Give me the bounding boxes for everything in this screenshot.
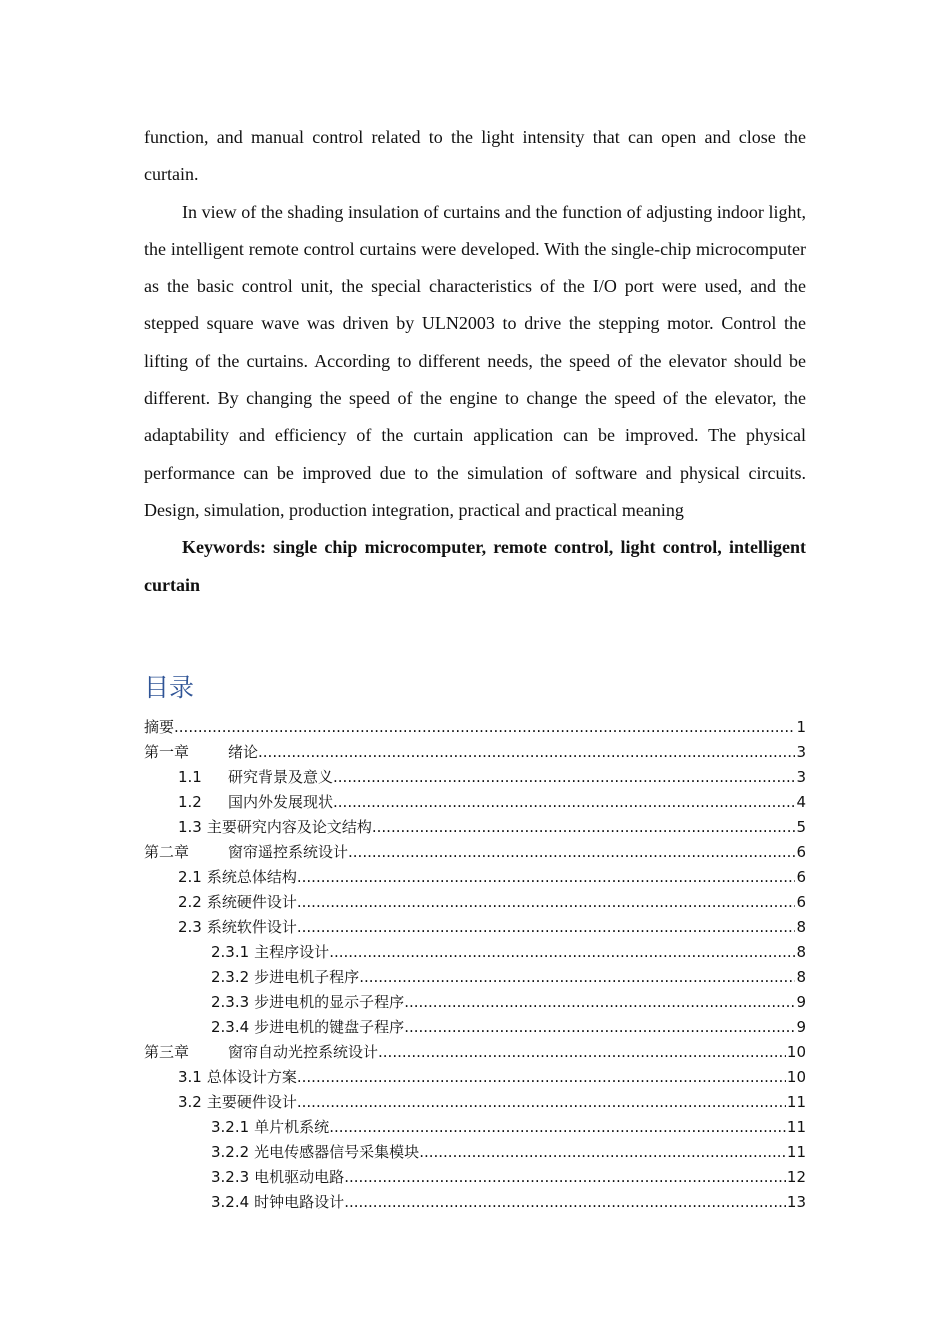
toc-entry-number: 2.2	[178, 893, 202, 911]
toc-leader-dots	[297, 1065, 786, 1090]
toc-entry-number: 3.2	[178, 1093, 202, 1111]
toc-entry-page: 9	[796, 1018, 806, 1036]
toc-leader-dots	[333, 790, 795, 815]
toc-entry-page: 9	[796, 993, 806, 1011]
toc-entry-title: 主要研究内容及论文结构	[206, 818, 372, 836]
toc-entry-title: 系统软件设计	[206, 918, 297, 936]
toc-entry-title: 系统总体结构	[206, 868, 297, 886]
abstract-paragraph: In view of the shading insulation of curtains and the function of adjusting indoor light, the intelligent remote control curtains were developed. With the single-chip microcomputer as the basic control unit, the special characteristics of the I/O port were used, and the stepped square wave was driven by ULN2003 to drive the stepping motor. Control the lifting of the curtains. According to different needs, the speed of the elevator should be different. By changing the speed of the engine to change the speed of the elevator, the adaptability and efficiency of the curtain application can be improved. The physical performance can be improved due to the simulation of software and physical circuits. Design, simulation, production integration, practical and practical meaning	[144, 201, 806, 520]
toc-entry-page: 11	[786, 1143, 806, 1161]
toc-entry-page: 11	[786, 1093, 806, 1111]
toc-entry-page: 10	[786, 1043, 806, 1061]
toc-entry-title: 总体设计方案	[206, 1068, 297, 1086]
toc-entry-page: 8	[796, 918, 806, 936]
toc-entry-page: 8	[796, 943, 806, 961]
toc-entry[interactable]	[144, 840, 806, 865]
toc-entry-page: 13	[786, 1193, 806, 1211]
toc-entry-page: 11	[786, 1118, 806, 1136]
toc-entry-page: 3	[796, 768, 806, 786]
toc-entry-number: 2.3.4	[211, 1018, 250, 1036]
toc-leader-dots	[174, 715, 795, 740]
toc-entry[interactable]	[144, 765, 806, 790]
toc-leader-dots	[297, 865, 796, 890]
toc-entry-title: 摘要	[144, 718, 175, 736]
toc-entry[interactable]	[144, 1140, 806, 1165]
toc-entry[interactable]	[144, 915, 806, 940]
toc-entry[interactable]	[144, 1090, 806, 1115]
toc-entry[interactable]	[144, 965, 806, 990]
toc-entry[interactable]	[144, 1190, 806, 1215]
toc-entry[interactable]	[144, 815, 806, 840]
table-of-contents	[144, 715, 806, 1215]
toc-entry-page: 6	[796, 868, 806, 886]
toc-entry-title: 研究背景及意义	[228, 768, 334, 786]
toc-entry-number: 第一章	[144, 743, 190, 761]
toc-leader-dots	[329, 940, 795, 965]
toc-entry[interactable]	[144, 865, 806, 890]
toc-entry-title: 国内外发展现状	[228, 793, 334, 811]
toc-entry[interactable]	[144, 1015, 806, 1040]
toc-entry-number: 第二章	[144, 843, 190, 861]
toc-entry-title: 步进电机的键盘子程序	[254, 1018, 405, 1036]
toc-entry-number: 2.3.1	[211, 943, 250, 961]
toc-entry-number: 3.2.1	[211, 1118, 250, 1136]
toc-entry[interactable]	[144, 740, 806, 765]
toc-entry-title: 时钟电路设计	[254, 1193, 345, 1211]
toc-leader-dots	[297, 1090, 786, 1115]
toc-leader-dots	[404, 990, 795, 1015]
keywords-line: Keywords: single chip microcomputer, remote control, light control, intelligent curtain	[144, 537, 806, 595]
toc-entry-number: 3.2.3	[211, 1168, 250, 1186]
toc-leader-dots	[344, 1190, 786, 1215]
toc-entry-page: 5	[796, 818, 806, 836]
toc-entry-title: 窗帘自动光控系统设计	[228, 1043, 379, 1061]
toc-entry[interactable]	[144, 1115, 806, 1140]
toc-entry-number: 2.1	[178, 868, 202, 886]
toc-leader-dots	[344, 1165, 786, 1190]
toc-entry-page: 6	[796, 843, 806, 861]
toc-entry-number: 1.2	[178, 793, 202, 811]
toc-entry-number: 1.1	[178, 768, 202, 786]
toc-entry[interactable]	[144, 940, 806, 965]
toc-entry-page: 12	[786, 1168, 806, 1186]
toc-leader-dots	[378, 1040, 786, 1065]
toc-entry-number: 2.3.2	[211, 968, 250, 986]
toc-entry-number: 3.2.4	[211, 1193, 250, 1211]
toc-entry-page: 1	[796, 718, 806, 736]
toc-leader-dots	[359, 965, 795, 990]
toc-entry[interactable]	[144, 790, 806, 815]
toc-entry[interactable]	[144, 715, 806, 740]
toc-leader-dots	[348, 840, 795, 865]
toc-entry-title: 绪论	[228, 743, 259, 761]
toc-entry-number: 2.3	[178, 918, 202, 936]
toc-leader-dots	[297, 915, 796, 940]
toc-entry[interactable]	[144, 1065, 806, 1090]
toc-entry-page: 8	[796, 968, 806, 986]
abstract-body	[144, 119, 806, 604]
toc-entry-number: 1.3	[178, 818, 202, 836]
toc-entry-number: 3.1	[178, 1068, 202, 1086]
toc-entry-title: 单片机系统	[254, 1118, 330, 1136]
toc-entry-title: 窗帘遥控系统设计	[228, 843, 349, 861]
toc-leader-dots	[419, 1140, 786, 1165]
toc-entry-page: 4	[796, 793, 806, 811]
toc-leader-dots	[333, 765, 795, 790]
toc-leader-dots	[258, 740, 795, 765]
toc-leader-dots	[297, 890, 796, 915]
toc-entry[interactable]	[144, 990, 806, 1015]
toc-title: 目录	[144, 673, 195, 702]
toc-entry[interactable]	[144, 890, 806, 915]
toc-entry-title: 光电传感器信号采集模块	[254, 1143, 420, 1161]
toc-entry-number: 第三章	[144, 1043, 190, 1061]
toc-entry-title: 电机驱动电路	[254, 1168, 345, 1186]
toc-entry[interactable]	[144, 1040, 806, 1065]
toc-entry-title: 主要硬件设计	[206, 1093, 297, 1111]
toc-entry-page: 10	[786, 1068, 806, 1086]
abstract-paragraph: function, and manual control related to the light intensity that can open and close the curtain.	[144, 127, 806, 185]
toc-leader-dots	[329, 1115, 786, 1140]
toc-entry-page: 3	[796, 743, 806, 761]
toc-entry[interactable]	[144, 1165, 806, 1190]
toc-leader-dots	[404, 1015, 795, 1040]
toc-entry-title: 步进电机子程序	[254, 968, 360, 986]
toc-entry-page: 6	[796, 893, 806, 911]
toc-leader-dots	[372, 815, 796, 840]
toc-entry-title: 步进电机的显示子程序	[254, 993, 405, 1011]
toc-entry-number: 3.2.2	[211, 1143, 250, 1161]
toc-entry-number: 2.3.3	[211, 993, 250, 1011]
toc-entry-title: 主程序设计	[254, 943, 330, 961]
toc-entry-title: 系统硬件设计	[206, 893, 297, 911]
